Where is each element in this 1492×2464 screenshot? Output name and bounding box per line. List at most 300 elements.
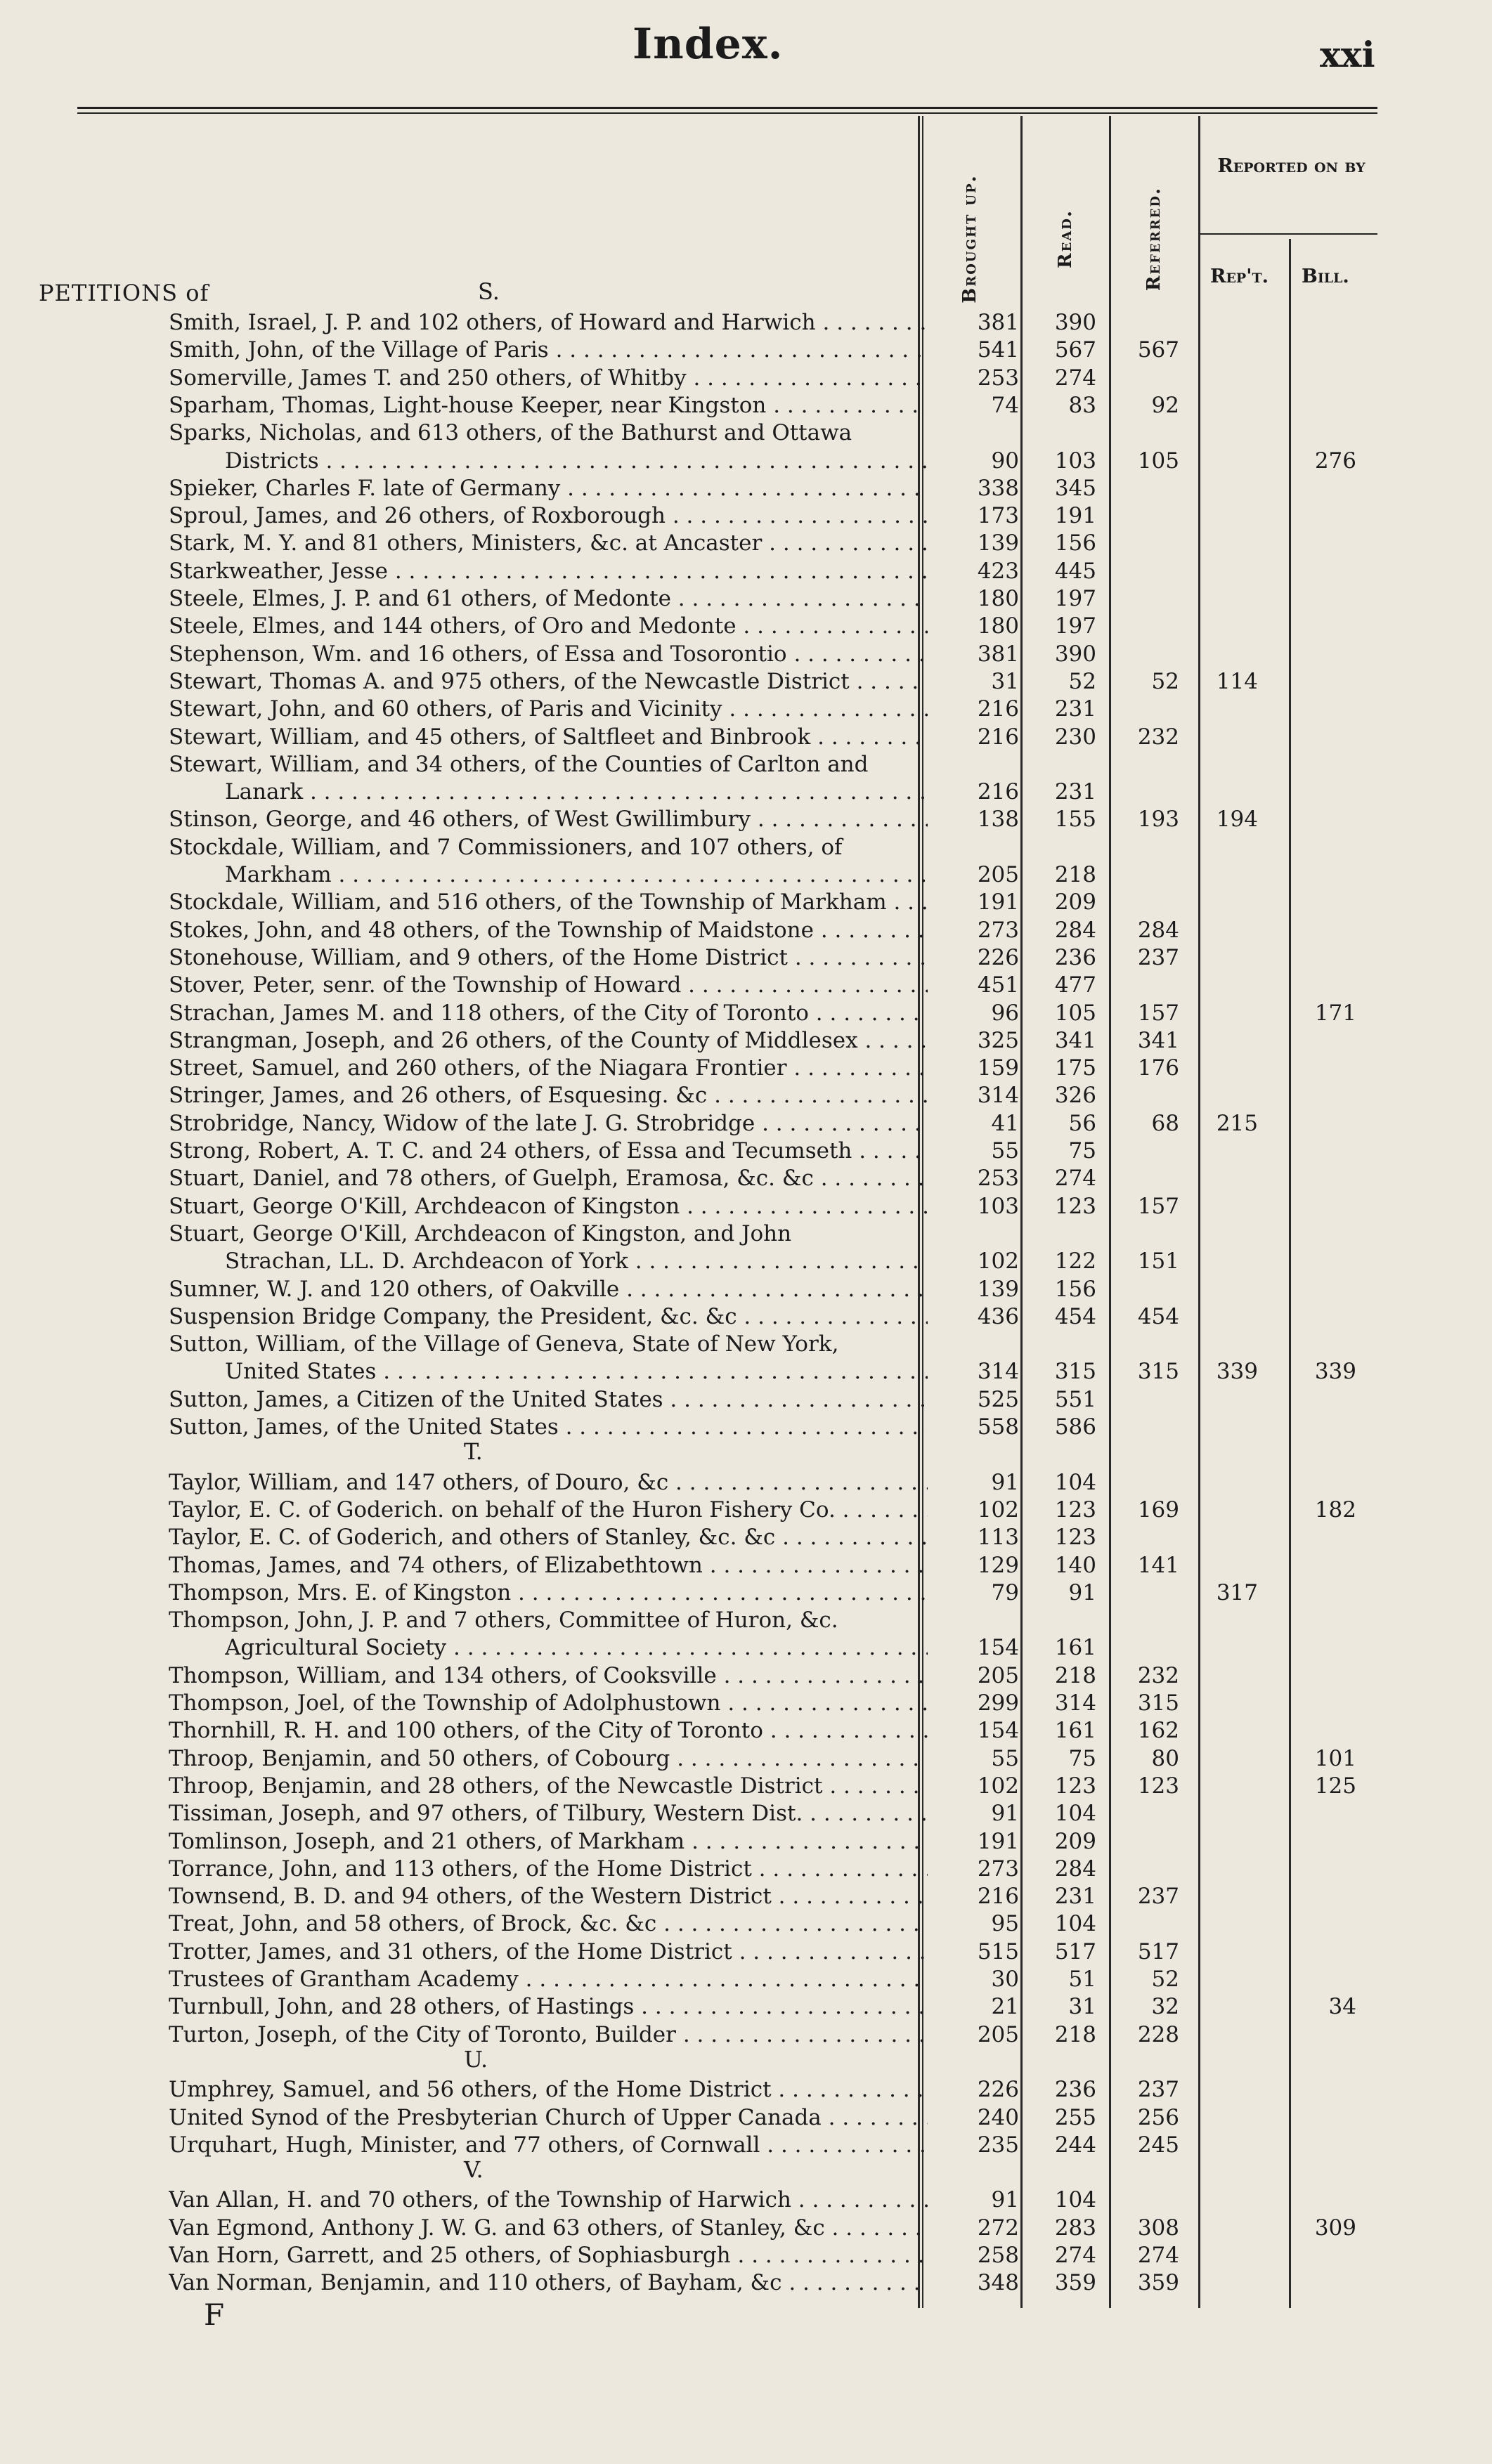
referred-value: 162	[1137, 1718, 1179, 1744]
brought-up-value: 55	[991, 1745, 1019, 1771]
read-value: 284	[1054, 1856, 1096, 1882]
read-value: 191	[1054, 503, 1096, 529]
index-entry	[169, 2269, 1384, 2297]
entry-name: Thompson, William, and 134 others, of Cooksville . . .	[169, 1662, 928, 1690]
index-entry	[169, 668, 1384, 696]
index-entry	[169, 419, 1384, 447]
referred-value: 52	[1151, 1967, 1179, 1992]
entry-name: Stephenson, Wm. and 16 others, of Essa and Tosorontio . . .	[169, 641, 928, 668]
referred-value: 256	[1137, 2104, 1179, 2130]
index-entry	[169, 1773, 1384, 1800]
entry-name: Urquhart, Hugh, Minister, and 77 others, of Cornwall . . .	[169, 2132, 928, 2159]
brought-up-value: 159	[977, 1055, 1019, 1081]
entry-name: Townsend, B. D. and 94 others, of the Western District . . .	[169, 1883, 928, 1910]
brought-up-value: 139	[977, 530, 1019, 556]
entry-name: Sutton, William, of the Village of Geneva, State of New York,	[169, 1331, 839, 1357]
brought-up-value: 216	[977, 724, 1019, 750]
entry-name: Smith, Israel, J. P. and 102 others, of Howard and Harwich . . .	[169, 309, 928, 337]
index-entry	[169, 1082, 1384, 1109]
entry-name: Stokes, John, and 48 others, of the Township of Maidstone . . .	[169, 917, 928, 944]
brought-up-value: 381	[977, 310, 1019, 335]
index-entry	[169, 2132, 1384, 2159]
brought-up-value: 258	[977, 2243, 1019, 2268]
brought-up-value: 226	[977, 2077, 1019, 2103]
index-entry	[169, 1800, 1384, 1827]
index-entry	[169, 751, 1384, 778]
read-value: 274	[1054, 2243, 1096, 2268]
read-value: 284	[1054, 917, 1096, 943]
index-entry-continuation	[169, 861, 1384, 889]
read-value: 314	[1054, 1690, 1096, 1716]
reported-value: 114	[1216, 668, 1258, 694]
read-value: 75	[1068, 1745, 1096, 1771]
brought-up-value: 205	[977, 1662, 1019, 1688]
referred-header: Referred.	[1143, 186, 1165, 292]
bill-value: 276	[1314, 448, 1356, 474]
read-value: 209	[1054, 889, 1096, 915]
index-entry-continuation	[169, 1634, 1384, 1662]
section-letter-s: S.	[478, 278, 500, 305]
entry-name: Van Egmond, Anthony J. W. G. and 63 others, of Stanley, &c . . .	[169, 2215, 928, 2242]
referred-value: 169	[1137, 1497, 1179, 1523]
entry-name: Stewart, William, and 45 others, of Saltfleet and Binbrook . . .	[169, 724, 928, 751]
index-entry	[169, 1138, 1384, 1165]
brought-up-value: 273	[977, 917, 1019, 943]
index-entry	[169, 475, 1384, 502]
entry-name: Strong, Robert, A. T. C. and 24 others, of Essa and Tecumseth . . .	[169, 1138, 928, 1165]
brought-up-value: 41	[991, 1110, 1019, 1136]
entry-name: Sparks, Nicholas, and 613 others, of the Bathurst and Ottawa	[169, 420, 852, 446]
brought-up-value: 129	[977, 1552, 1019, 1578]
index-entry	[169, 1552, 1384, 1579]
read-value: 244	[1054, 2132, 1096, 2158]
brought-up-value: 273	[977, 1856, 1019, 1882]
index-entry	[169, 2076, 1384, 2104]
brought-up-value: 102	[977, 1773, 1019, 1799]
read-value: 51	[1068, 1967, 1096, 1992]
index-entry	[169, 889, 1384, 916]
index-entry	[169, 585, 1384, 613]
entry-name: Steele, Elmes, J. P. and 61 others, of Medonte . . .	[169, 585, 928, 613]
brought-up-value: 55	[991, 1138, 1019, 1163]
read-value: 315	[1054, 1359, 1096, 1385]
index-entry	[169, 1910, 1384, 1938]
brought-up-value: 173	[977, 503, 1019, 529]
entry-name: United Synod of the Presbyterian Church of Upper Canada . . .	[169, 2104, 928, 2132]
brought-up-value: 216	[977, 696, 1019, 722]
index-entry	[169, 1386, 1384, 1414]
index-entry	[169, 972, 1384, 999]
index-entry	[169, 1579, 1384, 1607]
brought-up-value: 541	[977, 337, 1019, 363]
entry-name: Throop, Benjamin, and 28 others, of the Newcastle District . . .	[169, 1773, 928, 1800]
index-entry	[169, 1497, 1384, 1524]
index-entry	[169, 1938, 1384, 1966]
brought-up-value: 21	[991, 1994, 1019, 2020]
read-value: 454	[1054, 1303, 1096, 1329]
index-entry	[169, 1055, 1384, 1082]
referred-value: 315	[1137, 1359, 1179, 1385]
brought-up-value: 314	[977, 1083, 1019, 1109]
index-entry	[169, 530, 1384, 557]
read-value: 218	[1054, 862, 1096, 887]
brought-up-value: 102	[977, 1249, 1019, 1275]
entry-name: Thompson, Joel, of the Township of Adolphustown . . .	[169, 1690, 928, 1717]
entry-name: Stuart, George O'Kill, Archdeacon of Kingston, and John	[169, 1220, 792, 1246]
brought-up-value: 515	[977, 1938, 1019, 1964]
bill-value: 171	[1314, 1000, 1356, 1026]
index-entry	[169, 1193, 1384, 1220]
entry-name-continuation: Lanark . . .	[225, 778, 928, 806]
brought-up-value: 253	[977, 1166, 1019, 1192]
read-value: 123	[1054, 1525, 1096, 1551]
referred-value: 454	[1137, 1303, 1179, 1329]
read-value: 218	[1054, 2021, 1096, 2047]
referred-value: 105	[1137, 448, 1179, 474]
index-entry	[169, 806, 1384, 833]
section-letter-t: T.	[464, 1438, 483, 1466]
referred-value: 32	[1151, 1994, 1179, 2020]
entry-name: Strobridge, Nancy, Widow of the late J. G. Strobridge . . .	[169, 1110, 928, 1138]
read-value: 104	[1054, 2187, 1096, 2213]
index-entry	[169, 309, 1384, 337]
brought-up-value: 558	[977, 1414, 1019, 1440]
read-value: 283	[1054, 2215, 1096, 2241]
index-entry	[169, 1000, 1384, 1027]
read-value: 75	[1068, 1138, 1096, 1163]
brought-up-value: 226	[977, 944, 1019, 970]
index-entry	[169, 1745, 1384, 1773]
read-value: 326	[1054, 1083, 1096, 1109]
entry-name: Sutton, James, a Citizen of the United States . . .	[169, 1386, 928, 1414]
index-entry	[169, 1414, 1384, 1441]
brought-up-value: 240	[977, 2104, 1019, 2130]
referred-value: 228	[1137, 2021, 1179, 2047]
read-value: 156	[1054, 530, 1096, 556]
entry-name: Taylor, E. C. of Goderich, and others of Stanley, &c. &c . . .	[169, 1524, 928, 1551]
header-rule-top	[77, 107, 1377, 109]
entry-name: Stonehouse, William, and 9 others, of the Home District . . .	[169, 944, 928, 972]
brought-up-value: 95	[991, 1911, 1019, 1937]
referred-value: 92	[1151, 392, 1179, 418]
brought-up-value: 113	[977, 1525, 1019, 1551]
entry-name: Stockdale, William, and 7 Commissioners, and 107 others, of	[169, 834, 843, 860]
read-value: 123	[1054, 1773, 1096, 1799]
read-value: 123	[1054, 1497, 1096, 1523]
brought-up-value: 235	[977, 2132, 1019, 2158]
reported-rule	[1200, 233, 1377, 235]
read-value: 91	[1068, 1579, 1096, 1605]
read-value: 104	[1054, 1911, 1096, 1937]
index-entry	[169, 944, 1384, 972]
referred-value: 517	[1137, 1938, 1179, 1964]
referred-value: 176	[1137, 1055, 1179, 1081]
brought-up-value: 191	[977, 889, 1019, 915]
referred-value: 232	[1137, 1662, 1179, 1688]
read-value: 586	[1054, 1414, 1096, 1440]
brought-up-value: 180	[977, 613, 1019, 639]
index-entry	[169, 558, 1384, 585]
section-heading: PETITIONS of	[39, 280, 209, 306]
bill-value: 34	[1328, 1994, 1356, 2020]
brought-up-value: 338	[977, 475, 1019, 501]
entry-name: Spieker, Charles F. late of Germany . . .	[169, 475, 928, 502]
read-value: 359	[1054, 2270, 1096, 2296]
index-entry	[169, 917, 1384, 944]
read-value: 31	[1068, 1994, 1096, 2020]
brought-up-value: 31	[991, 668, 1019, 694]
referred-value: 245	[1137, 2132, 1179, 2158]
brought-up-value: 30	[991, 1967, 1019, 1992]
index-entry	[169, 1220, 1384, 1248]
index-entry-continuation	[169, 1358, 1384, 1386]
index-entry	[169, 2215, 1384, 2242]
brought-up-value: 216	[977, 779, 1019, 805]
read-value: 209	[1054, 1828, 1096, 1854]
entry-name: Torrance, John, and 113 others, of the Home District . . .	[169, 1856, 928, 1883]
entry-name: Stewart, John, and 60 others, of Paris and Vicinity . . .	[169, 696, 928, 723]
read-value: 390	[1054, 310, 1096, 335]
read-value: 83	[1068, 392, 1096, 418]
entry-name: Trustees of Grantham Academy . . .	[169, 1966, 928, 1993]
entry-name: Stewart, William, and 34 others, of the Counties of Carlton and	[169, 751, 869, 777]
referred-value: 308	[1137, 2215, 1179, 2241]
page-title: Index.	[633, 20, 784, 69]
brought-up-value: 191	[977, 1828, 1019, 1854]
referred-value: 341	[1137, 1027, 1179, 1053]
brought-up-value: 348	[977, 2270, 1019, 2296]
index-entry	[169, 834, 1384, 861]
entry-name: Van Norman, Benjamin, and 110 others, of Bayham, &c . . .	[169, 2269, 928, 2297]
index-entry	[169, 2186, 1384, 2214]
entry-name: Stuart, George O'Kill, Archdeacon of Kingston . . .	[169, 1193, 928, 1220]
index-entry	[169, 1690, 1384, 1717]
brought-up-value: 423	[977, 558, 1019, 584]
read-value: 551	[1054, 1386, 1096, 1412]
read-value: 345	[1054, 475, 1096, 501]
entry-name: Tissiman, Joseph, and 97 others, of Tilbury, Western Dist. . . .	[169, 1800, 928, 1827]
index-entry	[169, 724, 1384, 751]
brought-up-value: 253	[977, 365, 1019, 391]
entry-name: Smith, John, of the Village of Paris . . .	[169, 337, 928, 364]
index-entry	[169, 365, 1384, 392]
referred-value: 567	[1137, 337, 1179, 363]
entry-name: Turton, Joseph, of the City of Toronto, Builder . . .	[169, 2021, 928, 2049]
index-entry	[169, 641, 1384, 668]
read-header: Read.	[1055, 209, 1076, 268]
bill-value: 125	[1314, 1773, 1356, 1799]
index-entry	[169, 1883, 1384, 1910]
entry-name: Sparham, Thomas, Light-house Keeper, near Kingston . . .	[169, 392, 928, 419]
index-entry	[169, 1662, 1384, 1690]
bill-header: Bill.	[1302, 266, 1349, 287]
read-value: 155	[1054, 807, 1096, 833]
brought-up-value: 138	[977, 807, 1019, 833]
entry-name: Steele, Elmes, and 144 others, of Oro and Medonte . . .	[169, 613, 928, 640]
entry-name: Stringer, James, and 26 others, of Esquesing. &c . . .	[169, 1082, 928, 1109]
index-entry	[169, 1165, 1384, 1192]
entry-name: Stark, M. Y. and 81 others, Ministers, &c. at Ancaster . . .	[169, 530, 928, 557]
read-value: 236	[1054, 944, 1096, 970]
entry-name: Stewart, Thomas A. and 975 others, of the Newcastle District . . .	[169, 668, 928, 696]
brought-up-value: 205	[977, 862, 1019, 887]
index-entry	[169, 613, 1384, 640]
index-entry	[169, 2104, 1384, 2132]
brought-up-value: 525	[977, 1386, 1019, 1412]
entry-name: Sproul, James, and 26 others, of Roxborough . . .	[169, 502, 928, 530]
entry-name: Suspension Bridge Company, the President, &c. &c . . .	[169, 1303, 928, 1331]
entry-name: Strachan, James M. and 118 others, of the City of Toronto . . .	[169, 1000, 928, 1027]
index-entry	[169, 1828, 1384, 1856]
entry-name: Street, Samuel, and 260 others, of the Niagara Frontier . . .	[169, 1055, 928, 1082]
brought-up-value: 451	[977, 972, 1019, 998]
index-entry	[169, 1276, 1384, 1303]
read-value: 445	[1054, 558, 1096, 584]
read-value: 567	[1054, 337, 1096, 363]
read-value: 517	[1054, 1938, 1096, 1964]
reported-value: 317	[1216, 1579, 1258, 1605]
index-entry	[169, 1303, 1384, 1331]
entry-name: Van Horn, Garrett, and 25 others, of Sophiasburgh . . .	[169, 2242, 928, 2269]
brought-up-value: 381	[977, 641, 1019, 667]
read-value: 140	[1054, 1552, 1096, 1578]
referred-value: 123	[1137, 1773, 1179, 1799]
index-entry	[169, 2242, 1384, 2269]
referred-value: 68	[1151, 1110, 1179, 1136]
page-number: xxi	[1320, 34, 1375, 75]
referred-value: 80	[1151, 1745, 1179, 1771]
brought-up-value: 79	[991, 1579, 1019, 1605]
index-entry	[169, 1110, 1384, 1138]
referred-value: 193	[1137, 807, 1179, 833]
entry-name: Thornhill, R. H. and 100 others, of the City of Toronto . . .	[169, 1717, 928, 1745]
index-entry	[169, 337, 1384, 364]
entry-name: Starkweather, Jesse . . .	[169, 558, 928, 585]
referred-value: 237	[1137, 1884, 1179, 1910]
referred-value: 157	[1137, 1193, 1179, 1219]
read-value: 236	[1054, 2077, 1096, 2103]
entry-name-continuation: Strachan, LL. D. Archdeacon of York . . .	[225, 1248, 928, 1275]
read-value: 175	[1054, 1055, 1096, 1081]
reported-on-by-header: Reported on by	[1217, 155, 1365, 177]
referred-value: 52	[1151, 668, 1179, 694]
brought-up-value: 436	[977, 1303, 1019, 1329]
bill-value: 339	[1314, 1359, 1356, 1385]
entry-name: Taylor, William, and 147 others, of Douro, &c . . .	[169, 1469, 928, 1497]
referred-value: 151	[1137, 1249, 1179, 1275]
reported-header: Rep't.	[1210, 266, 1269, 287]
entry-name: Sutton, James, of the United States . . .	[169, 1414, 928, 1441]
entry-name: Treat, John, and 58 others, of Brock, &c. &c . . .	[169, 1910, 928, 1938]
read-value: 197	[1054, 586, 1096, 611]
referred-value: 284	[1137, 917, 1179, 943]
entry-name: Taylor, E. C. of Goderich. on behalf of the Huron Fishery Co. . . .	[169, 1497, 928, 1524]
read-value: 52	[1068, 668, 1096, 694]
brought-up-value: 180	[977, 586, 1019, 611]
section-letter-v: V.	[464, 2156, 484, 2184]
read-value: 231	[1054, 779, 1096, 805]
entry-name-continuation: Markham . . .	[225, 861, 928, 889]
brought-up-value: 102	[977, 1497, 1019, 1523]
index-entry	[169, 502, 1384, 530]
entry-name: Tomlinson, Joseph, and 21 others, of Markham . . .	[169, 1828, 928, 1856]
read-value: 255	[1054, 2104, 1096, 2130]
brought-up-value: 74	[991, 392, 1019, 418]
referred-value: 141	[1137, 1552, 1179, 1578]
bill-value: 182	[1314, 1497, 1356, 1523]
entry-name: Stuart, Daniel, and 78 others, of Guelph, Eramosa, &c. &c . . .	[169, 1165, 928, 1192]
entry-name: Stockdale, William, and 516 others, of the Township of Markham . . .	[169, 889, 928, 916]
index-entry	[169, 1469, 1384, 1497]
bill-value: 101	[1314, 1745, 1356, 1771]
brought-up-value: 91	[991, 2187, 1019, 2213]
brought-up-value: 90	[991, 448, 1019, 474]
brought-up-value: 96	[991, 1000, 1019, 1026]
brought-up-value: 272	[977, 2215, 1019, 2241]
reported-value: 194	[1216, 807, 1258, 833]
index-entry-continuation	[169, 778, 1384, 806]
entry-name-continuation: Agricultural Society . . .	[225, 1634, 928, 1662]
header-rule-bottom	[77, 112, 1377, 114]
read-value: 274	[1054, 1166, 1096, 1192]
read-value: 274	[1054, 365, 1096, 391]
brought-up-value: 216	[977, 1884, 1019, 1910]
entry-name: Somerville, James T. and 250 others, of Whitby . . .	[169, 365, 928, 392]
entry-name: Thomas, James, and 74 others, of Elizabethtown . . .	[169, 1552, 928, 1579]
entry-name-continuation: United States . . .	[225, 1358, 928, 1386]
entry-name: Thompson, Mrs. E. of Kingston . . .	[169, 1579, 928, 1607]
brought-up-value: 325	[977, 1027, 1019, 1053]
read-value: 104	[1054, 1801, 1096, 1827]
read-value: 230	[1054, 724, 1096, 750]
entry-name: Van Allan, H. and 70 others, of the Township of Harwich . . .	[169, 2186, 928, 2214]
referred-value: 274	[1137, 2243, 1179, 2268]
entry-name: Throop, Benjamin, and 50 others, of Cobourg . . .	[169, 1745, 928, 1773]
bill-value: 309	[1314, 2215, 1356, 2241]
referred-value: 237	[1137, 2077, 1179, 2103]
index-entry	[169, 1331, 1384, 1358]
brought-up-value: 154	[977, 1635, 1019, 1661]
index-entry	[169, 1993, 1384, 2021]
referred-value: 359	[1137, 2270, 1179, 2296]
index-entry	[169, 1966, 1384, 1993]
index-entry-continuation	[169, 448, 1384, 475]
index-entry	[169, 392, 1384, 419]
brought-up-value: 154	[977, 1718, 1019, 1744]
entry-name: Umphrey, Samuel, and 56 others, of the Home District . . .	[169, 2076, 928, 2104]
referred-value: 237	[1137, 944, 1179, 970]
brought-up-value: 91	[991, 1469, 1019, 1495]
read-value: 218	[1054, 1662, 1096, 1688]
index-entry	[169, 2021, 1384, 2049]
reported-value: 215	[1216, 1110, 1258, 1136]
entry-name: Trotter, James, and 31 others, of the Home District . . .	[169, 1938, 928, 1966]
brought-up-header: Brought up.	[959, 174, 980, 304]
brought-up-value: 299	[977, 1690, 1019, 1716]
reported-value: 339	[1216, 1359, 1258, 1385]
read-value: 123	[1054, 1193, 1096, 1219]
brought-up-value: 139	[977, 1276, 1019, 1302]
index-entry	[169, 1856, 1384, 1883]
read-value: 231	[1054, 696, 1096, 722]
brought-up-value: 103	[977, 1193, 1019, 1219]
entry-name-continuation: Districts . . .	[225, 448, 928, 475]
entry-name: Stinson, George, and 46 others, of West Gwillimbury . . .	[169, 806, 928, 833]
entry-name: Sumner, W. J. and 120 others, of Oakville . . .	[169, 1276, 928, 1303]
index-entry	[169, 696, 1384, 723]
read-value: 103	[1054, 448, 1096, 474]
referred-value: 232	[1137, 724, 1179, 750]
